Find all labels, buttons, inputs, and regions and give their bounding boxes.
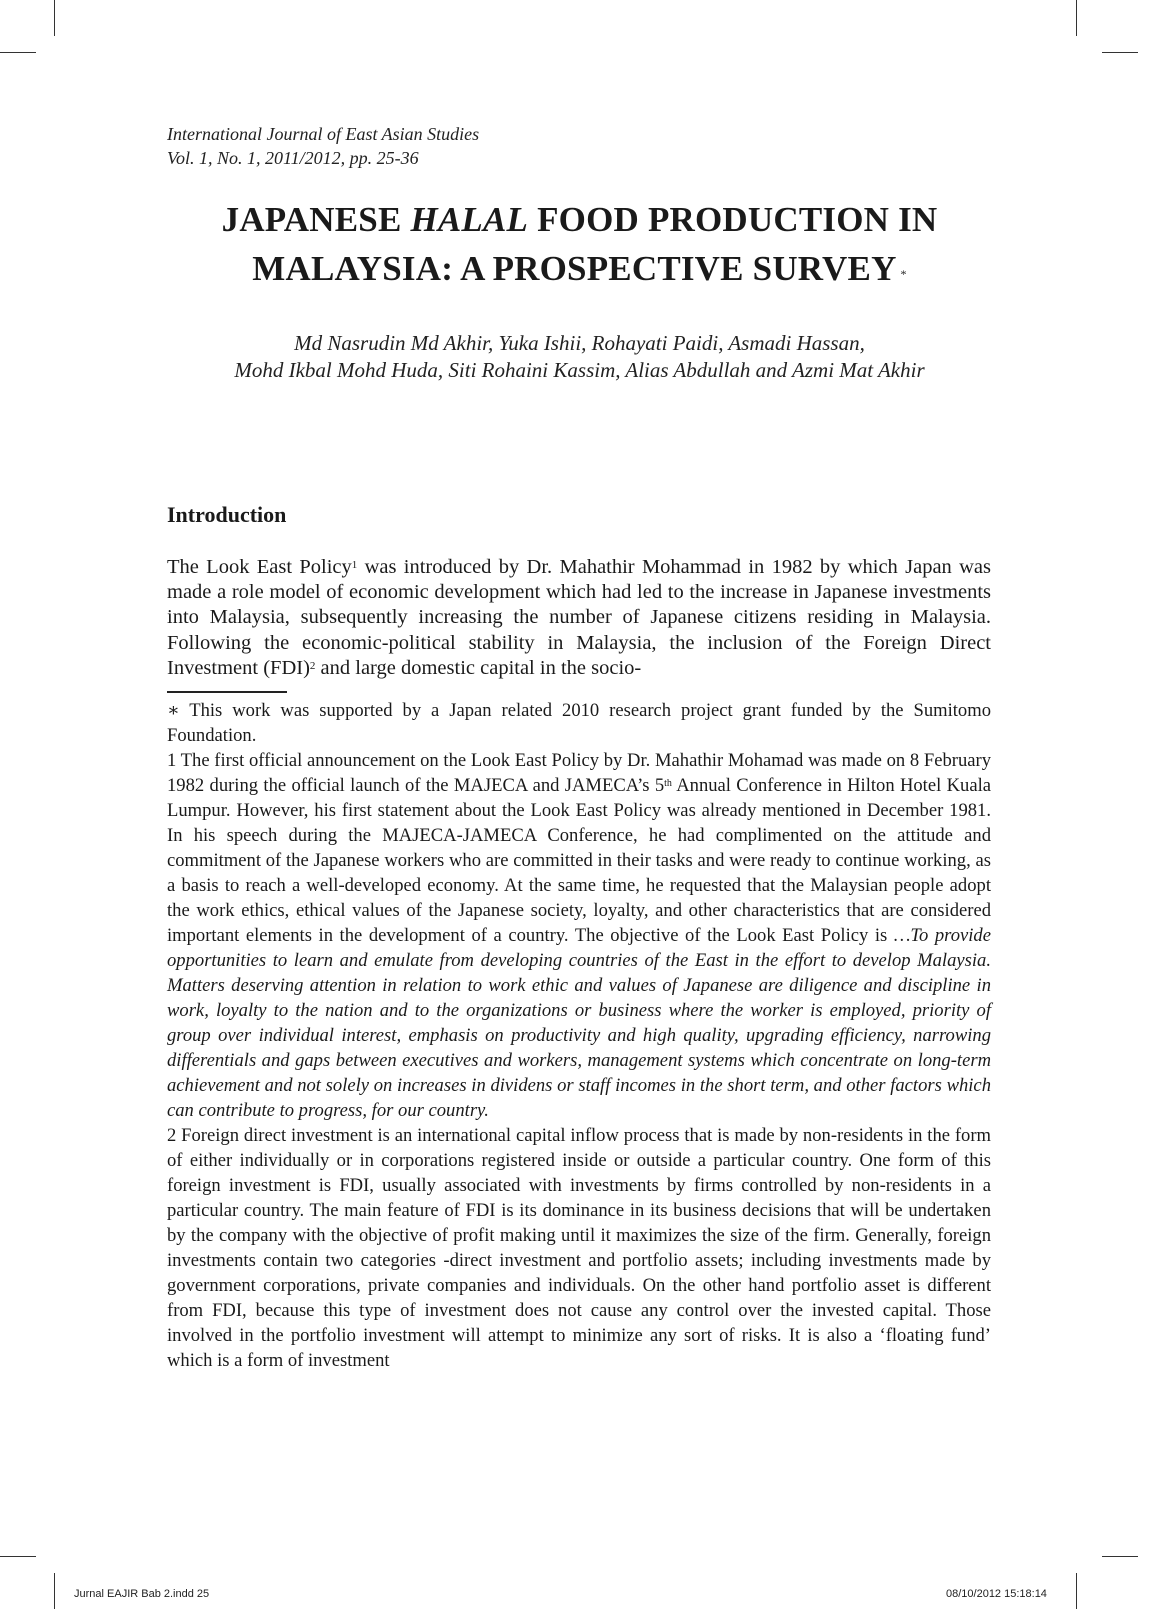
journal-volume: Vol. 1, No. 1, 2011/2012, pp. 25-36: [167, 148, 419, 168]
footnote-1-text-b: Annual Conference in Hilton Hotel Kuala Lumpur. However, his first statement about the Look East Policy was already mentioned in December 1981. In his speech during the MAJECA-JAMECA Conference, he had complimented on the attitude and commitment of the Japanese workers who are committed in their tasks and were ready to continue working, as a basis to reach a well-developed economy. At the same time, he requested that the Malaysian people adopt the work ethics, ethical values of the Japanese society, loyalty, and other characteristics that are considered important elements in the development of a country. The objective of the Look East Policy is: [167, 775, 991, 946]
intro-paragraph: [167, 555, 991, 681]
crop-mark-bottom-right-h: [1102, 1556, 1138, 1557]
intro-text-a: The Look East Policy: [167, 556, 352, 578]
crop-mark-bottom-left-h: [0, 1556, 36, 1557]
footer-file-name: Jurnal EAJIR Bab 2.indd 25: [74, 1588, 210, 1600]
title-footnote-mark: *: [900, 267, 907, 281]
crop-mark-bottom-left: [54, 1573, 55, 1609]
intro-text-b: was introduced by Dr. Mahathir Mohammad in 1982 by which Japan was made a role model of economic development which had led to the increase in Japanese investments into Malaysia, subsequently increasing the number of Japanese citizens residing in Malaysia. Following the economic-political stability in Malaysia, the inclusion of the Foreign Direct Investment (FDI): [167, 556, 991, 679]
crop-mark-bottom-right: [1076, 1573, 1077, 1609]
intro-text-c: and large domestic capital in the socio-: [315, 656, 642, 679]
footnote-ref-1: 1: [351, 559, 358, 571]
crop-mark-top-right-h: [1102, 52, 1138, 53]
footnote-1: [167, 748, 991, 1123]
title-italic-word: HALAL: [410, 200, 529, 239]
footnote-2: 2 Foreign direct investment is an international capital inflow process that is made by non-residents in the form of either individually or in corporations registered inside or outside a particular country. One form of this foreign investment is FDI, usually associated with investments by firms controlled by non-residents in a particular country. The main feature of FDI is its dominance in its business decisions that will be undertaken by the company with the objective of profit making until it maximizes the size of the firm. Generally, foreign investments contain two categories -direct investment and portfolio assets; including investments made by government corporations, private companies and individuals. On the other hand portfolio asset is different from FDI, because this type of investment does not cause any control over the invested capital. Those involved in the portfolio investment will attempt to minimize any sort of risks. It is also a ‘floating fund’ which is a form of investment: [167, 1125, 991, 1371]
footnote-star: ∗ This work was supported by a Japan related 2010 research project grant funded by the Sumitomo Foundation.: [167, 700, 991, 746]
crop-mark-top-right: [1076, 0, 1077, 36]
footnote-divider: [167, 691, 287, 693]
journal-citation: [167, 122, 479, 170]
section-heading: Introduction: [167, 502, 287, 527]
title-line2: MALAYSIA: A PROSPECTIVE SURVEY: [252, 249, 897, 288]
footer-timestamp: 08/10/2012 15:18:14: [946, 1588, 1047, 1600]
author-list: [100, 330, 1059, 384]
journal-name: International Journal of East Asian Studies: [167, 124, 480, 144]
crop-mark-top-left: [54, 0, 55, 36]
authors-line2: Mohd Ikbal Mohd Huda, Siti Rohaini Kassim, Alias Abdullah and Azmi Mat Akhir: [234, 358, 925, 382]
authors-line1: Md Nasrudin Md Akhir, Yuka Ishii, Rohayati Paidi, Asmadi Hassan,: [294, 331, 865, 355]
footnote-1-ordinal: th: [664, 778, 672, 789]
footnote-1-text-a: 1 The first official announcement on the Look East Policy by Dr. Mahathir Mohamad was made on 8 February 1982 during the official launch of the MAJECA and JAMECA’s 5: [167, 750, 991, 796]
footnotes: [167, 698, 991, 1373]
footnote-ref-2: 2: [309, 659, 316, 672]
title-line1-post: FOOD PRODUCTION IN: [528, 200, 938, 239]
crop-mark-top-left-h: [0, 52, 36, 53]
title-line1-pre: JAPANESE: [221, 200, 411, 239]
footnote-1-quote: …To provide opportunities to learn and emulate from developing countries of the East in the effort to develop Malaysia. Matters deserving attention in relation to work ethic and values of Japanese are diligence and discipline in work, loyalty to the nation and to the organizations or business where the worker is employed, priority of group over individual interest, emphasis on productivity and high quality, upgrading efficiency, narrowing differentials and gaps between executives and workers, management systems which concentrate on long-term achievement and not solely on increases in dividens or staff incomes in the short term, and other factors which can contribute to progress, for our country.: [167, 925, 991, 1121]
paper-title: [100, 195, 1059, 293]
